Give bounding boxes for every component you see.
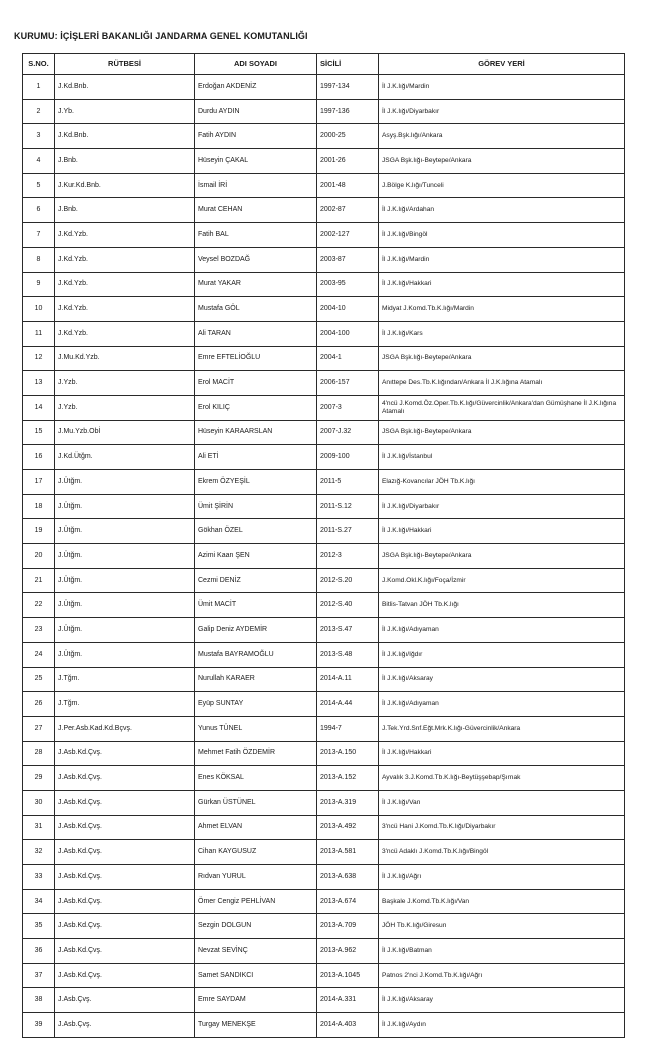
cell-sno: 30 xyxy=(23,790,55,815)
cell-rank: J.Kd.Ütğm. xyxy=(55,445,195,470)
cell-name: Gürkan ÜSTÜNEL xyxy=(195,790,317,815)
cell-sno: 27 xyxy=(23,716,55,741)
table-row xyxy=(23,346,625,371)
cell-rank: J.Bnb. xyxy=(55,198,195,223)
cell-duty-place: Elazığ-Kovancılar JÖH Tb.K.lığı xyxy=(379,470,625,495)
cell-name: Ekrem ÖZYEŞİL xyxy=(195,470,317,495)
cell-sno: 1 xyxy=(23,75,55,100)
cell-sno: 4 xyxy=(23,149,55,174)
cell-sno: 10 xyxy=(23,297,55,322)
column-header-rank: RÜTBESİ xyxy=(55,54,195,75)
cell-name: Erol KILIÇ xyxy=(195,395,317,420)
table-row xyxy=(23,766,625,791)
cell-name: Yunus TÜNEL xyxy=(195,716,317,741)
cell-registry: 2011-5 xyxy=(317,470,379,495)
cell-duty-place: İl J.K.lığı/Bingöl xyxy=(379,223,625,248)
cell-rank: J.Asb.Kd.Çvş. xyxy=(55,840,195,865)
cell-name: Azimi Kaan ŞEN xyxy=(195,544,317,569)
cell-sno: 5 xyxy=(23,173,55,198)
cell-name: Eyüp SUNTAY xyxy=(195,692,317,717)
table-row xyxy=(23,963,625,988)
cell-name: Turgay MENEKŞE xyxy=(195,1013,317,1038)
cell-registry: 1997-136 xyxy=(317,99,379,124)
table-row xyxy=(23,470,625,495)
table-row xyxy=(23,371,625,396)
cell-rank: J.Asb.Kd.Çvş. xyxy=(55,865,195,890)
cell-rank: J.Ütğm. xyxy=(55,642,195,667)
cell-rank: J.Per.Asb.Kad.Kd.Bçvş. xyxy=(55,716,195,741)
cell-registry: 2013-A.492 xyxy=(317,815,379,840)
cell-duty-place: İl J.K.lığı/Ağrı xyxy=(379,865,625,890)
cell-name: Rıdvan YURUL xyxy=(195,865,317,890)
cell-sno: 39 xyxy=(23,1013,55,1038)
cell-duty-place: İl J.K.lığı/Adıyaman xyxy=(379,618,625,643)
cell-registry: 2007-3 xyxy=(317,395,379,420)
table-row xyxy=(23,173,625,198)
cell-duty-place: 3'ncü Adaklı J.Komd.Tb.K.lığı/Bingöl xyxy=(379,840,625,865)
cell-rank: J.Ütğm. xyxy=(55,494,195,519)
cell-registry: 2002-127 xyxy=(317,223,379,248)
table-row xyxy=(23,815,625,840)
cell-name: Gökhan ÖZEL xyxy=(195,519,317,544)
cell-registry: 2003-87 xyxy=(317,247,379,272)
cell-registry: 2004-10 xyxy=(317,297,379,322)
cell-duty-place: İl J.K.lığı/Hakkari xyxy=(379,272,625,297)
cell-rank: J.Ütğm. xyxy=(55,593,195,618)
cell-registry: 2002-87 xyxy=(317,198,379,223)
table-row xyxy=(23,716,625,741)
cell-registry: 2000-25 xyxy=(317,124,379,149)
cell-sno: 19 xyxy=(23,519,55,544)
cell-rank: J.Yzb. xyxy=(55,395,195,420)
cell-duty-place: İl J.K.lığı/Mardin xyxy=(379,247,625,272)
table-body xyxy=(23,75,625,1038)
cell-sno: 12 xyxy=(23,346,55,371)
table-row xyxy=(23,642,625,667)
cell-name: Ümit ŞİRİN xyxy=(195,494,317,519)
cell-name: Ali TARAN xyxy=(195,321,317,346)
cell-sno: 17 xyxy=(23,470,55,495)
table-row xyxy=(23,321,625,346)
table-row xyxy=(23,790,625,815)
cell-registry: 2003-95 xyxy=(317,272,379,297)
table-row xyxy=(23,420,625,445)
table-row xyxy=(23,741,625,766)
cell-duty-place: JSGA Bşk.lığı-Beytepe/Ankara xyxy=(379,346,625,371)
cell-name: Cihan KAYGUSUZ xyxy=(195,840,317,865)
cell-name: Hüseyin KARAARSLAN xyxy=(195,420,317,445)
cell-rank: J.Asb.Kd.Çvş. xyxy=(55,741,195,766)
cell-registry: 2001-48 xyxy=(317,173,379,198)
cell-rank: J.Kd.Yzb. xyxy=(55,247,195,272)
cell-sno: 38 xyxy=(23,988,55,1013)
cell-duty-place: İl J.K.lığı/Kars xyxy=(379,321,625,346)
cell-rank: J.Kd.Yzb. xyxy=(55,297,195,322)
table-row xyxy=(23,519,625,544)
table-row xyxy=(23,692,625,717)
cell-name: Murat YAKAR xyxy=(195,272,317,297)
table-row xyxy=(23,99,625,124)
table-row xyxy=(23,593,625,618)
cell-rank: J.Yb. xyxy=(55,99,195,124)
cell-duty-place: Anıttepe Des.Tb.K.lığından/Ankara İl J.K.lığına Atamalı xyxy=(379,371,625,396)
cell-rank: J.Kd.Yzb. xyxy=(55,321,195,346)
cell-registry: 2006-157 xyxy=(317,371,379,396)
cell-registry: 2007-J.32 xyxy=(317,420,379,445)
cell-duty-place: İl J.K.lığı/Hakkari xyxy=(379,741,625,766)
cell-registry: 2013-A.709 xyxy=(317,914,379,939)
cell-registry: 2012-3 xyxy=(317,544,379,569)
table-row xyxy=(23,889,625,914)
cell-sno: 8 xyxy=(23,247,55,272)
cell-sno: 23 xyxy=(23,618,55,643)
cell-rank: J.Bnb. xyxy=(55,149,195,174)
table-row xyxy=(23,149,625,174)
cell-name: Mustafa BAYRAMOĞLU xyxy=(195,642,317,667)
cell-rank: J.Kd.Yzb. xyxy=(55,223,195,248)
cell-sno: 36 xyxy=(23,939,55,964)
table-header-row xyxy=(23,54,625,75)
cell-name: Veysel BOZDAĞ xyxy=(195,247,317,272)
cell-sno: 18 xyxy=(23,494,55,519)
table-row xyxy=(23,914,625,939)
column-header-name: ADI SOYADI xyxy=(195,54,317,75)
cell-registry: 2014-A.331 xyxy=(317,988,379,1013)
cell-name: Emre EFTELİOĞLU xyxy=(195,346,317,371)
column-header-sno: S.NO. xyxy=(23,54,55,75)
cell-name: Durdu AYDIN xyxy=(195,99,317,124)
cell-name: Erol MACİT xyxy=(195,371,317,396)
cell-rank: J.Yzb. xyxy=(55,371,195,396)
table-row xyxy=(23,198,625,223)
table-row xyxy=(23,445,625,470)
table-row xyxy=(23,667,625,692)
cell-rank: J.Asb.Kd.Çvş. xyxy=(55,939,195,964)
personnel-table xyxy=(22,53,625,1038)
cell-registry: 1997-134 xyxy=(317,75,379,100)
cell-sno: 37 xyxy=(23,963,55,988)
cell-duty-place: JSGA Bşk.lığı-Beytepe/Ankara xyxy=(379,149,625,174)
cell-duty-place: İl J.K.lığı/Mardin xyxy=(379,75,625,100)
cell-registry: 2014-A.403 xyxy=(317,1013,379,1038)
table-row xyxy=(23,865,625,890)
cell-rank: J.Asb.Kd.Çvş. xyxy=(55,790,195,815)
table-row xyxy=(23,939,625,964)
cell-registry: 2013-A.152 xyxy=(317,766,379,791)
table-row xyxy=(23,568,625,593)
cell-sno: 16 xyxy=(23,445,55,470)
cell-sno: 2 xyxy=(23,99,55,124)
cell-rank: J.Ütğm. xyxy=(55,519,195,544)
cell-registry: 2004-1 xyxy=(317,346,379,371)
cell-rank: J.Mu.Kd.Yzb. xyxy=(55,346,195,371)
table-row xyxy=(23,494,625,519)
cell-registry: 2013-A.319 xyxy=(317,790,379,815)
table-row xyxy=(23,272,625,297)
cell-name: Fatih AYDIN xyxy=(195,124,317,149)
cell-duty-place: İl J.K.lığı/Ardahan xyxy=(379,198,625,223)
table-row xyxy=(23,618,625,643)
cell-duty-place: İl J.K.lığı/Diyarbakır xyxy=(379,494,625,519)
cell-name: Erdoğan AKDENİZ xyxy=(195,75,317,100)
table-row xyxy=(23,544,625,569)
cell-sno: 35 xyxy=(23,914,55,939)
cell-rank: J.Kd.Bnb. xyxy=(55,124,195,149)
cell-name: Mustafa GÖL xyxy=(195,297,317,322)
cell-sno: 7 xyxy=(23,223,55,248)
cell-rank: J.Ütğm. xyxy=(55,470,195,495)
cell-rank: J.Asb.Çvş. xyxy=(55,988,195,1013)
cell-duty-place: İl J.K.lığı/Aydın xyxy=(379,1013,625,1038)
cell-duty-place: Ayvalık 3.J.Komd.Tb.K.lığı-Beytüşşebap/Şırnak xyxy=(379,766,625,791)
cell-duty-place: JSGA Bşk.lığı-Beytepe/Ankara xyxy=(379,420,625,445)
cell-registry: 2001-26 xyxy=(317,149,379,174)
cell-name: Samet SANDIKCI xyxy=(195,963,317,988)
cell-name: Mehmet Fatih ÖZDEMİR xyxy=(195,741,317,766)
cell-duty-place: J.Bölge K.lığı/Tunceli xyxy=(379,173,625,198)
cell-registry: 2014-A.44 xyxy=(317,692,379,717)
cell-registry: 2013-S.48 xyxy=(317,642,379,667)
cell-name: Ömer Cengiz PEHLİVAN xyxy=(195,889,317,914)
cell-sno: 20 xyxy=(23,544,55,569)
table-row xyxy=(23,395,625,420)
cell-name: İsmail İRİ xyxy=(195,173,317,198)
cell-sno: 3 xyxy=(23,124,55,149)
cell-name: Fatih BAL xyxy=(195,223,317,248)
cell-rank: J.Tğm. xyxy=(55,667,195,692)
cell-rank: J.Asb.Kd.Çvş. xyxy=(55,766,195,791)
cell-registry: 2013-A.638 xyxy=(317,865,379,890)
cell-name: Nurullah KARAER xyxy=(195,667,317,692)
cell-registry: 2012-S.40 xyxy=(317,593,379,618)
cell-duty-place: İl J.K.lığı/Diyarbakır xyxy=(379,99,625,124)
cell-duty-place: İl J.K.lığı/Iğdır xyxy=(379,642,625,667)
cell-sno: 25 xyxy=(23,667,55,692)
cell-sno: 6 xyxy=(23,198,55,223)
cell-sno: 26 xyxy=(23,692,55,717)
cell-rank: J.Asb.Kd.Çvş. xyxy=(55,914,195,939)
cell-duty-place: İl J.K.lığı/Batman xyxy=(379,939,625,964)
cell-rank: J.Kd.Bnb. xyxy=(55,75,195,100)
cell-sno: 34 xyxy=(23,889,55,914)
cell-registry: 2013-A.581 xyxy=(317,840,379,865)
cell-sno: 29 xyxy=(23,766,55,791)
table-row xyxy=(23,988,625,1013)
cell-rank: J.Ütğm. xyxy=(55,618,195,643)
cell-rank: J.Asb.Kd.Çvş. xyxy=(55,963,195,988)
cell-registry: 2013-A.674 xyxy=(317,889,379,914)
cell-rank: J.Mu.Yzb.Obİ xyxy=(55,420,195,445)
cell-duty-place: 3'ncü Hani J.Komd.Tb.K.lığı/Diyarbakır xyxy=(379,815,625,840)
cell-registry: 2013-A.1045 xyxy=(317,963,379,988)
cell-duty-place: İl J.K.lığı/Adıyaman xyxy=(379,692,625,717)
cell-sno: 9 xyxy=(23,272,55,297)
cell-duty-place: 4'ncü J.Komd.Öz.Oper.Tb.K.lığı/Güvercinlik/Ankara'dan Gümüşhane İl J.K.lığına Atamalı xyxy=(379,395,625,420)
cell-sno: 15 xyxy=(23,420,55,445)
cell-name: Sezgin DOLGUN xyxy=(195,914,317,939)
cell-rank: J.Kd.Yzb. xyxy=(55,272,195,297)
institution-heading: KURUMU: İÇİŞLERİ BAKANLIĞI JANDARMA GENEL KOMUTANLIĞI xyxy=(14,31,308,41)
cell-registry: 2012-S.20 xyxy=(317,568,379,593)
cell-name: Emre SAYDAM xyxy=(195,988,317,1013)
cell-name: Hüseyin ÇAKAL xyxy=(195,149,317,174)
cell-duty-place: Asyş.Bşk.lığı/Ankara xyxy=(379,124,625,149)
cell-name: Murat CEHAN xyxy=(195,198,317,223)
cell-rank: J.Asb.Kd.Çvş. xyxy=(55,889,195,914)
cell-sno: 11 xyxy=(23,321,55,346)
cell-duty-place: Midyat J.Komd.Tb.K.lığı/Mardin xyxy=(379,297,625,322)
cell-rank: J.Asb.Çvş. xyxy=(55,1013,195,1038)
cell-sno: 31 xyxy=(23,815,55,840)
cell-registry: 2013-S.47 xyxy=(317,618,379,643)
cell-name: Cezmi DENİZ xyxy=(195,568,317,593)
table-row xyxy=(23,1013,625,1038)
cell-name: Ali ETİ xyxy=(195,445,317,470)
cell-sno: 33 xyxy=(23,865,55,890)
cell-registry: 2009-100 xyxy=(317,445,379,470)
table-row xyxy=(23,297,625,322)
cell-duty-place: Patnos 2'nci J.Komd.Tb.K.lığı/Ağrı xyxy=(379,963,625,988)
column-header-registry: SİCİLİ xyxy=(317,54,379,75)
cell-duty-place: J.Tek.Yrd.Snf.Eğt.Mrk.K.lığı-Güvercinlik/Ankara xyxy=(379,716,625,741)
cell-sno: 22 xyxy=(23,593,55,618)
cell-rank: J.Ütğm. xyxy=(55,544,195,569)
cell-rank: J.Kur.Kd.Bnb. xyxy=(55,173,195,198)
cell-rank: J.Tğm. xyxy=(55,692,195,717)
cell-duty-place: İl J.K.lığı/Van xyxy=(379,790,625,815)
cell-duty-place: JÖH Tb.K.lığı/Giresun xyxy=(379,914,625,939)
cell-sno: 32 xyxy=(23,840,55,865)
cell-registry: 1994-7 xyxy=(317,716,379,741)
cell-name: Nevzat SEVİNÇ xyxy=(195,939,317,964)
cell-sno: 28 xyxy=(23,741,55,766)
cell-sno: 21 xyxy=(23,568,55,593)
cell-registry: 2011-S.12 xyxy=(317,494,379,519)
cell-registry: 2013-A.150 xyxy=(317,741,379,766)
cell-name: Ahmet ELVAN xyxy=(195,815,317,840)
table-row xyxy=(23,223,625,248)
cell-duty-place: Başkale J.Komd.Tb.K.lığı/Van xyxy=(379,889,625,914)
cell-duty-place: Bitlis-Tatvan JÖH Tb.K.lığı xyxy=(379,593,625,618)
cell-duty-place: İl J.K.lığı/İstanbul xyxy=(379,445,625,470)
cell-duty-place: İl J.K.lığı/Aksaray xyxy=(379,667,625,692)
cell-sno: 24 xyxy=(23,642,55,667)
table-row xyxy=(23,247,625,272)
cell-duty-place: JSGA Bşk.lığı-Beytepe/Ankara xyxy=(379,544,625,569)
cell-rank: J.Ütğm. xyxy=(55,568,195,593)
cell-duty-place: J.Komd.Okl.K.lığı/Foça/İzmir xyxy=(379,568,625,593)
table-row xyxy=(23,75,625,100)
cell-name: Ümit MACİT xyxy=(195,593,317,618)
table-row xyxy=(23,124,625,149)
cell-registry: 2013-A.962 xyxy=(317,939,379,964)
cell-rank: J.Asb.Kd.Çvş. xyxy=(55,815,195,840)
table-row xyxy=(23,840,625,865)
cell-sno: 14 xyxy=(23,395,55,420)
cell-name: Enes KÖKSAL xyxy=(195,766,317,791)
cell-duty-place: İl J.K.lığı/Aksaray xyxy=(379,988,625,1013)
cell-registry: 2004-100 xyxy=(317,321,379,346)
cell-duty-place: İl J.K.lığı/Hakkari xyxy=(379,519,625,544)
cell-sno: 13 xyxy=(23,371,55,396)
cell-name: Galip Deniz AYDEMİR xyxy=(195,618,317,643)
column-header-duty-place: GÖREV YERİ xyxy=(379,54,625,75)
cell-registry: 2011-S.27 xyxy=(317,519,379,544)
cell-registry: 2014-A.11 xyxy=(317,667,379,692)
